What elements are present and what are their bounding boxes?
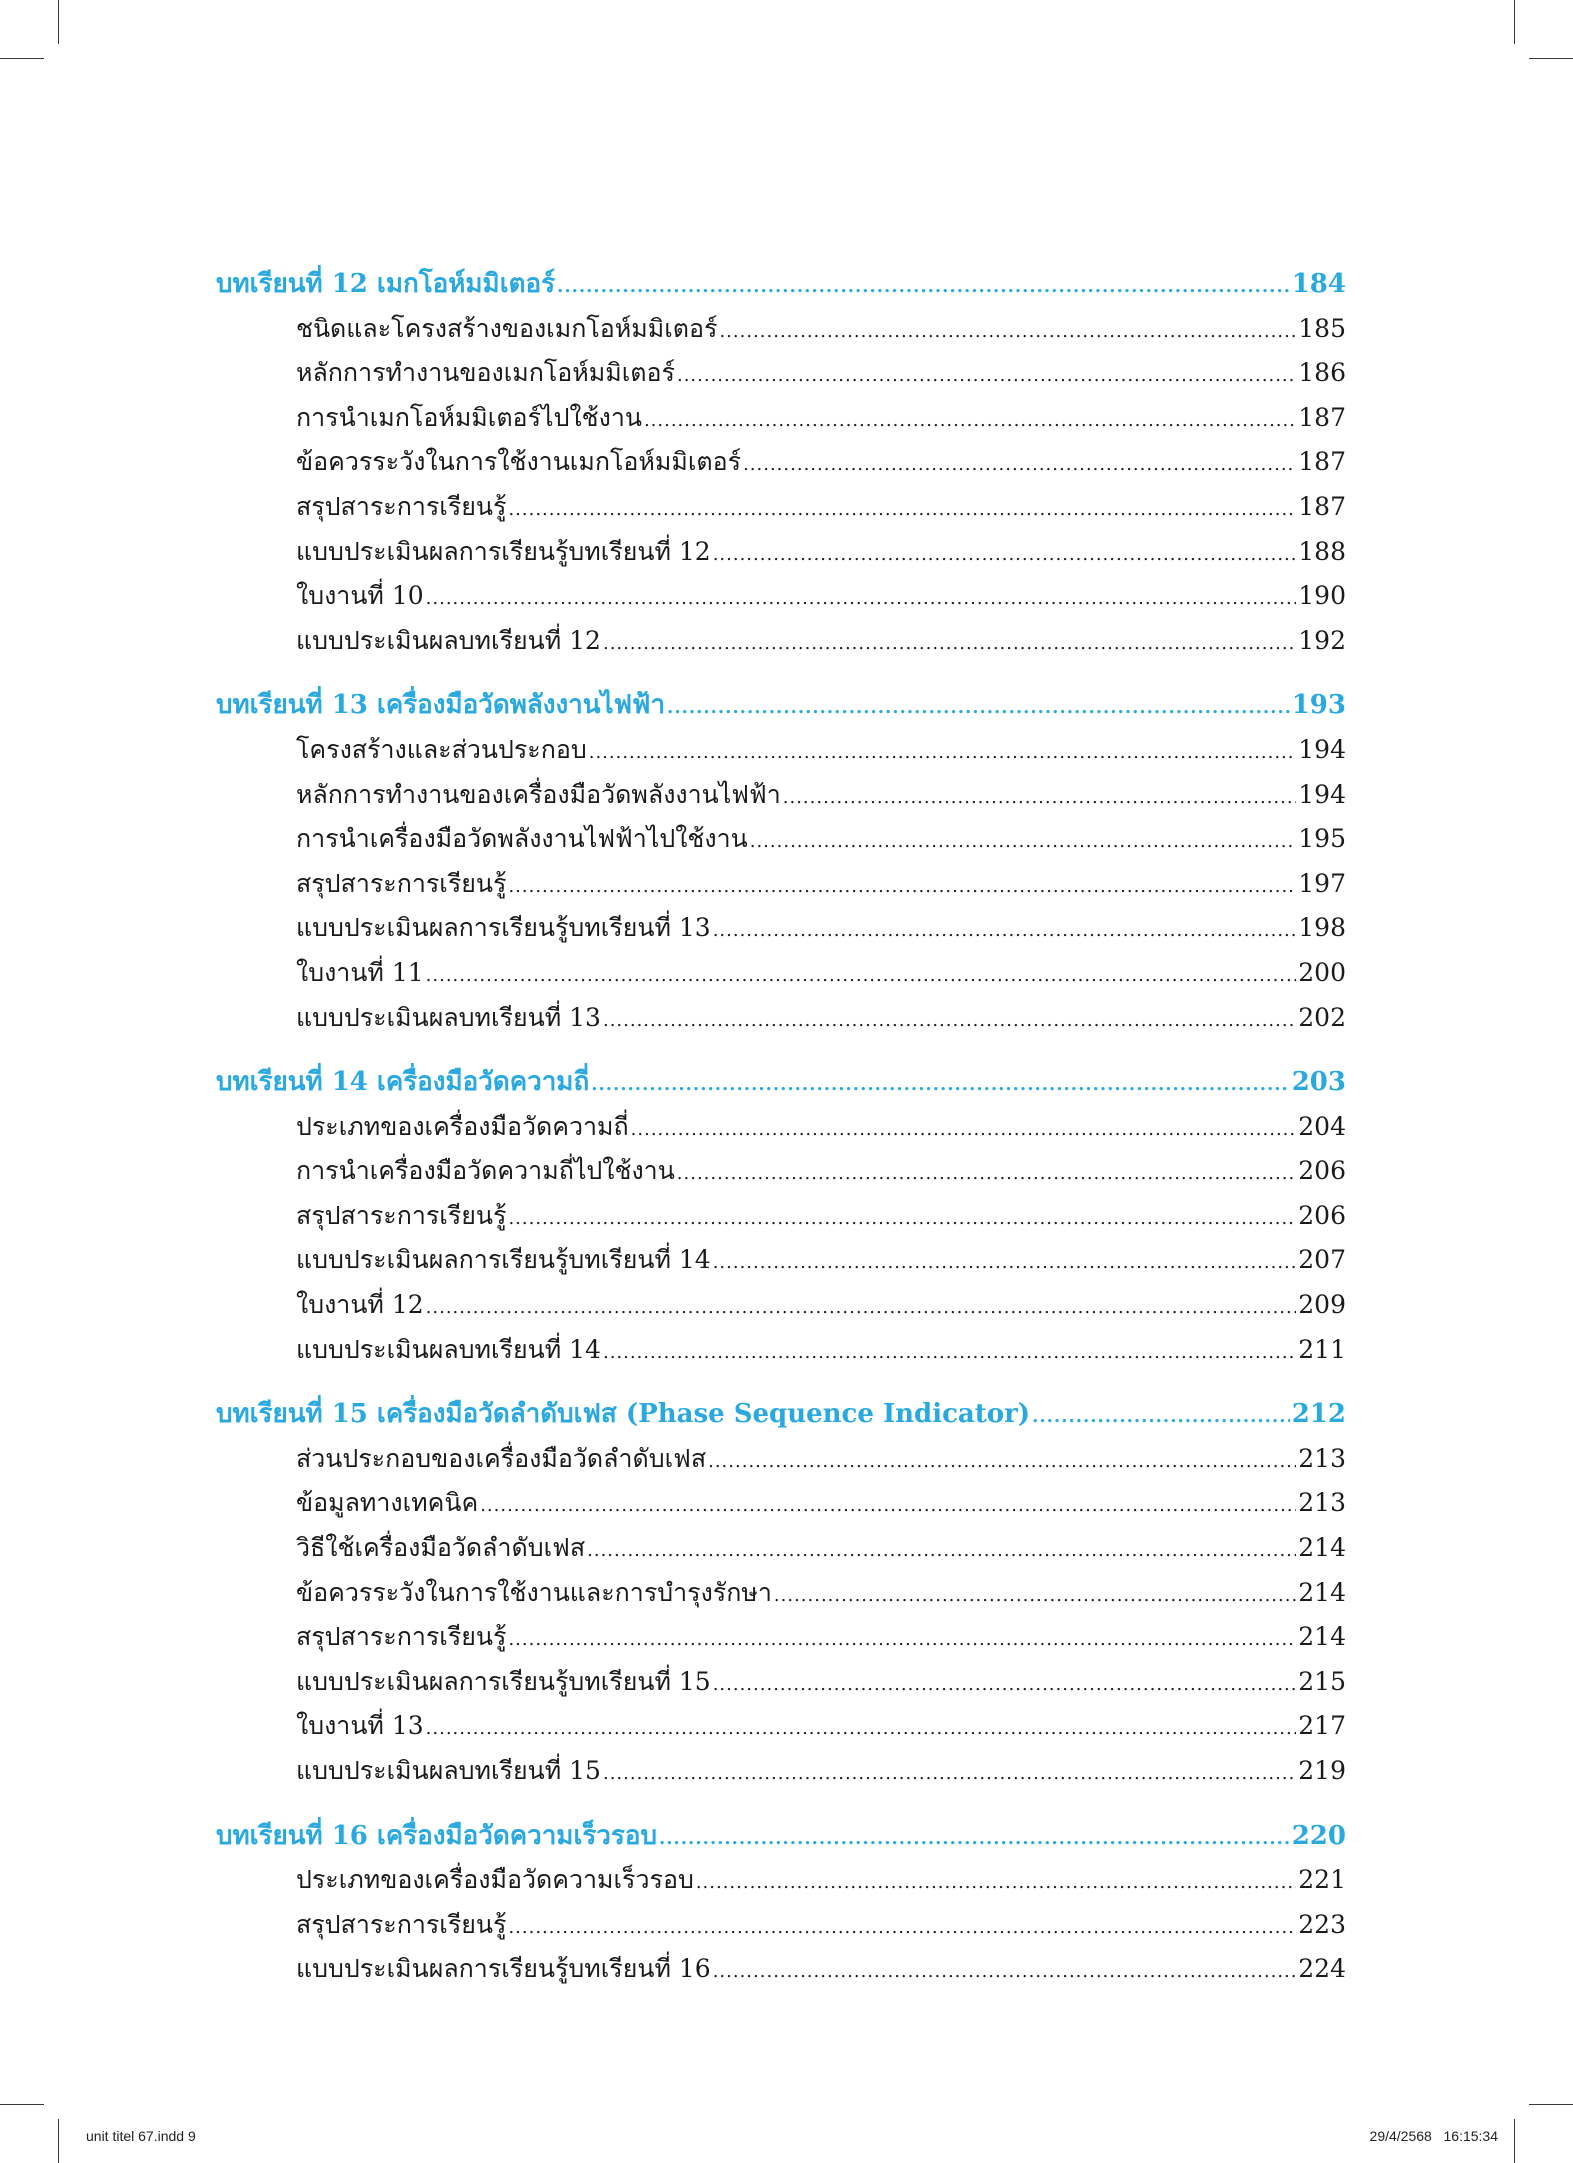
leader-dots	[713, 1241, 1297, 1286]
leader-dots	[508, 1906, 1296, 1951]
toc-entry[interactable]	[216, 773, 1346, 818]
entry-title: ใบงานที่ 13	[296, 1711, 424, 1741]
toc-section	[216, 262, 1346, 663]
leader-dots	[677, 1152, 1296, 1197]
entry-title: ส่วนประกอบของเครื่องมือวัดลำดับเฟส	[296, 1443, 707, 1473]
entry-page-number: 194	[1298, 779, 1346, 809]
entry-page-number: 190	[1298, 581, 1346, 611]
leader-dots	[426, 1286, 1297, 1331]
leader-dots	[783, 776, 1297, 821]
toc-entry[interactable]	[216, 1437, 1346, 1482]
toc-entry[interactable]	[216, 1526, 1346, 1571]
entry-title: การนำเครื่องมือวัดความถี่ไปใช้งาน	[296, 1156, 675, 1186]
leader-dots	[719, 310, 1296, 355]
entry-title: แบบประเมินผลการเรียนรู้บทเรียนที่ 14	[296, 1245, 711, 1275]
toc-entry[interactable]	[216, 1481, 1346, 1526]
leader-dots	[644, 399, 1296, 444]
entry-page-number: 206	[1298, 1200, 1346, 1230]
leader-dots	[1032, 1395, 1290, 1440]
entry-page-number: 186	[1298, 358, 1346, 388]
chapter-heading[interactable]	[216, 262, 1346, 307]
entry-title: โครงสร้างและส่วนประกอบ	[296, 734, 587, 764]
leader-dots	[696, 1861, 1296, 1906]
entry-page-number: 223	[1298, 1909, 1346, 1939]
leader-dots	[508, 1197, 1296, 1242]
toc-entry[interactable]	[216, 1238, 1346, 1283]
toc-entry[interactable]	[216, 1858, 1346, 1903]
chapter-page-number: 184	[1291, 269, 1346, 299]
leader-dots	[591, 1063, 1290, 1108]
toc-entry[interactable]	[216, 485, 1346, 530]
entry-page-number: 204	[1298, 1111, 1346, 1141]
entry-page-number: 214	[1298, 1577, 1346, 1607]
entry-page-number: 213	[1298, 1443, 1346, 1473]
chapter-page-number: 193	[1291, 690, 1346, 721]
crop-mark	[1529, 2104, 1573, 2105]
toc-entry[interactable]	[216, 1328, 1346, 1373]
leader-dots	[667, 686, 1290, 731]
chapter-page-number: 212	[1291, 1399, 1346, 1430]
entry-title: วิธีใช้เครื่องมือวัดลำดับเฟส	[296, 1533, 586, 1563]
toc-entry[interactable]	[216, 996, 1346, 1041]
toc-entry[interactable]	[216, 862, 1346, 907]
toc-entry[interactable]	[216, 440, 1346, 485]
leader-dots	[557, 265, 1290, 310]
entry-page-number: 217	[1298, 1711, 1346, 1741]
entry-page-number: 197	[1298, 868, 1346, 898]
leader-dots	[743, 443, 1296, 488]
leader-dots	[480, 1484, 1296, 1529]
toc-entry[interactable]	[216, 1660, 1346, 1705]
entry-page-number: 219	[1298, 1756, 1346, 1785]
entry-title: สรุปสาระการเรียนรู้	[296, 1200, 507, 1230]
chapter-title: บทเรียนที่ 14 เครื่องมือวัดความถี่	[216, 1067, 590, 1098]
leader-dots	[426, 1707, 1297, 1752]
entry-title: ใบงานที่ 11	[296, 957, 424, 987]
toc-entry[interactable]	[216, 1194, 1346, 1239]
entry-page-number: 214	[1298, 1533, 1346, 1563]
leader-dots	[508, 488, 1296, 533]
entry-title: แบบประเมินผลการเรียนรู้บทเรียนที่ 13	[296, 913, 711, 943]
chapter-heading[interactable]	[216, 1392, 1346, 1437]
toc-section	[216, 1060, 1346, 1372]
leader-dots	[508, 865, 1296, 910]
leader-dots	[426, 577, 1297, 622]
entry-page-number: 188	[1298, 536, 1346, 566]
chapter-heading[interactable]	[216, 683, 1346, 728]
toc-entry[interactable]	[216, 530, 1346, 575]
entry-page-number: 209	[1298, 1290, 1346, 1320]
toc-entry[interactable]	[216, 951, 1346, 996]
crop-mark	[1514, 2119, 1515, 2163]
toc-entry[interactable]	[216, 1903, 1346, 1948]
entry-page-number: 215	[1298, 1666, 1346, 1696]
chapter-title: บทเรียนที่ 12 เมกโอห์มมิเตอร์	[216, 269, 556, 299]
crop-mark	[58, 0, 59, 44]
chapter-heading[interactable]	[216, 1814, 1346, 1859]
entry-page-number: 200	[1298, 957, 1346, 987]
crop-mark	[0, 2104, 44, 2105]
leader-dots	[713, 909, 1297, 954]
entry-title: ใบงานที่ 10	[296, 581, 424, 611]
entry-page-number: 185	[1298, 313, 1346, 343]
leader-dots	[631, 1108, 1297, 1153]
toc-entry[interactable]	[216, 351, 1346, 396]
crop-mark	[0, 58, 44, 59]
entry-title: แบบประเมินผลบทเรียนที่ 12	[296, 625, 601, 655]
leader-dots	[774, 1574, 1296, 1619]
entry-page-number: 221	[1298, 1865, 1346, 1895]
toc-section	[216, 1392, 1346, 1793]
entry-title: สรุปสาระการเรียนรู้	[296, 868, 507, 898]
toc-entry[interactable]	[216, 307, 1346, 352]
crop-mark	[1514, 0, 1515, 44]
leader-dots	[713, 1663, 1297, 1708]
entry-page-number: 213	[1298, 1488, 1346, 1518]
print-slug-timestamp: 29/4/2568 16:15:34	[1369, 2128, 1498, 2144]
leader-dots	[708, 1440, 1296, 1485]
entry-page-number: 187	[1298, 402, 1346, 432]
entry-title: แบบประเมินผลบทเรียนที่ 15	[296, 1756, 601, 1785]
entry-title: หลักการทำงานของเมกโอห์มมิเตอร์	[296, 358, 675, 388]
chapter-page-number: 220	[1291, 1820, 1346, 1851]
entry-page-number: 187	[1298, 447, 1346, 477]
entry-title: ชนิดและโครงสร้างของเมกโอห์มมิเตอร์	[296, 313, 718, 343]
toc-entry[interactable]	[216, 728, 1346, 773]
entry-page-number: 195	[1298, 824, 1346, 854]
entry-title: แบบประเมินผลบทเรียนที่ 14	[296, 1334, 601, 1364]
entry-page-number: 224	[1298, 1954, 1346, 1984]
leader-dots	[587, 1529, 1296, 1574]
table-of-contents	[216, 262, 1346, 2012]
leader-dots	[750, 820, 1297, 865]
entry-title: ประเภทของเครื่องมือวัดความเร็วรอบ	[296, 1865, 694, 1895]
entry-page-number: 198	[1298, 913, 1346, 943]
leader-dots	[603, 1752, 1296, 1797]
entry-title: สรุปสาระการเรียนรู้	[296, 491, 507, 521]
toc-entry[interactable]	[216, 1283, 1346, 1328]
toc-entry[interactable]	[216, 574, 1346, 619]
entry-title: ข้อควรระวังในการใช้งานและการบำรุงรักษา	[296, 1577, 772, 1607]
toc-entry[interactable]	[216, 619, 1346, 664]
leader-dots	[603, 622, 1296, 667]
toc-entry[interactable]	[216, 1947, 1346, 1992]
chapter-title: บทเรียนที่ 13 เครื่องมือวัดพลังงานไฟฟ้า	[216, 690, 666, 721]
entry-page-number: 207	[1298, 1245, 1346, 1275]
chapter-page-number: 203	[1291, 1067, 1346, 1098]
entry-page-number: 211	[1298, 1334, 1346, 1364]
leader-dots	[713, 1950, 1297, 1995]
entry-title: สรุปสาระการเรียนรู้	[296, 1909, 507, 1939]
entry-page-number: 206	[1298, 1156, 1346, 1186]
chapter-heading[interactable]	[216, 1060, 1346, 1105]
toc-entry[interactable]	[216, 817, 1346, 862]
leader-dots	[677, 354, 1296, 399]
entry-page-number: 202	[1298, 1002, 1346, 1032]
leader-dots	[603, 1331, 1296, 1376]
entry-title: ประเภทของเครื่องมือวัดความถี่	[296, 1111, 629, 1141]
chapter-title: บทเรียนที่ 16 เครื่องมือวัดความเร็วรอบ	[216, 1820, 657, 1851]
entry-page-number: 187	[1298, 491, 1346, 521]
chapter-title: บทเรียนที่ 15 เครื่องมือวัดลำดับเฟส (Phase Sequence Indicator)	[216, 1399, 1031, 1430]
entry-title: แบบประเมินผลการเรียนรู้บทเรียนที่ 16	[296, 1954, 711, 1984]
entry-title: ข้อมูลทางเทคนิค	[296, 1488, 479, 1518]
toc-entry[interactable]	[216, 1105, 1346, 1150]
toc-section	[216, 1814, 1346, 1992]
toc-entry[interactable]	[216, 1149, 1346, 1194]
entry-title: แบบประเมินผลบทเรียนที่ 13	[296, 1002, 601, 1032]
toc-entry[interactable]	[216, 1704, 1346, 1749]
entry-page-number: 192	[1298, 625, 1346, 655]
crop-mark	[1529, 58, 1573, 59]
leader-dots	[603, 999, 1296, 1044]
crop-mark	[58, 2119, 59, 2163]
toc-section	[216, 683, 1346, 1040]
entry-title: ใบงานที่ 12	[296, 1290, 424, 1320]
entry-title: แบบประเมินผลการเรียนรู้บทเรียนที่ 15	[296, 1666, 711, 1696]
entry-page-number: 214	[1298, 1622, 1346, 1652]
toc-entry[interactable]	[216, 396, 1346, 441]
leader-dots	[713, 533, 1297, 578]
entry-title: การนำเมกโอห์มมิเตอร์ไปใช้งาน	[296, 402, 642, 432]
leader-dots	[426, 954, 1297, 999]
leader-dots	[508, 1618, 1296, 1663]
toc-entry[interactable]	[216, 1615, 1346, 1660]
entry-title: หลักการทำงานของเครื่องมือวัดพลังงานไฟฟ้า	[296, 779, 781, 809]
toc-entry[interactable]	[216, 1571, 1346, 1616]
toc-entry[interactable]	[216, 1749, 1346, 1794]
entry-title: ข้อควรระวังในการใช้งานเมกโอห์มมิเตอร์	[296, 447, 742, 477]
leader-dots	[589, 731, 1297, 776]
entry-title: แบบประเมินผลการเรียนรู้บทเรียนที่ 12	[296, 536, 711, 566]
entry-page-number: 194	[1298, 734, 1346, 764]
leader-dots	[659, 1817, 1290, 1862]
entry-title: การนำเครื่องมือวัดพลังงานไฟฟ้าไปใช้งาน	[296, 824, 748, 854]
entry-title: สรุปสาระการเรียนรู้	[296, 1622, 507, 1652]
toc-entry[interactable]	[216, 906, 1346, 951]
print-slug-file: unit titel 67.indd 9	[86, 2128, 196, 2144]
